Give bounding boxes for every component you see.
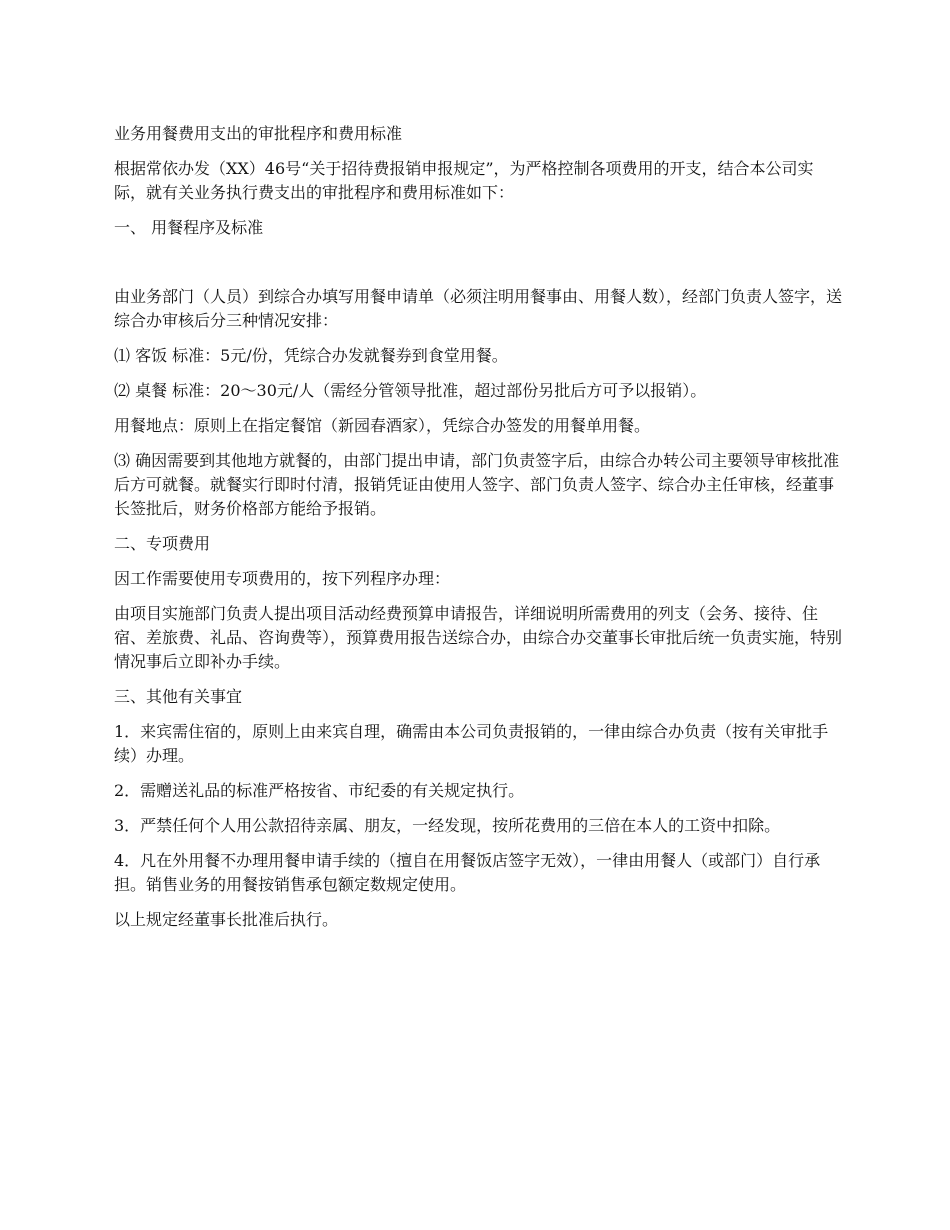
intro-paragraph: 根据常依办发（XX）46号“关于招待费报销申报规定”，为严格控制各项费用的开支，结合本公司实际，就有关业务执行费支出的审批程序和费用标准如下：	[114, 159, 814, 202]
blank-line	[114, 251, 844, 285]
section3-item-2: 2．需赠送礼品的标准严格按省、市纪委的有关规定执行。	[114, 781, 525, 800]
section1-item-2: ⑵ 桌餐 标准：20～30元/人（需经分管领导批准，超过部份另批后方可予以报销）。	[114, 381, 707, 400]
section3-item-4: 4．凡在外用餐不办理用餐申请手续的（擅自在用餐饭店签字无效），一律由用餐人（或部门）自行承担。销售业务的用餐按销售承包额定数规定使用。	[114, 851, 821, 894]
closing-paragraph: 以上规定经董事长批准后执行。	[114, 910, 339, 929]
section1-heading: 一、 用餐程序及标准	[114, 218, 264, 237]
document-body	[114, 122, 844, 943]
section2-paragraph-1: 因工作需要使用专项费用的，按下列程序办理：	[114, 569, 451, 588]
section1-location: 用餐地点：原则上在指定餐馆（新园春酒家），凭综合办签发的用餐单用餐。	[114, 416, 651, 435]
section2-heading: 二、专项费用	[114, 534, 211, 553]
section3-item-1: 1．来宾需住宿的，原则上由来宾自理，确需由本公司负责报销的，一律由综合办负责（按有关审批手续）办理。	[114, 722, 829, 765]
section3-heading: 三、其他有关事宜	[114, 687, 243, 706]
section1-item-3: ⑶ 确因需要到其他地方就餐的，由部门提出申请，部门负责签字后，由综合办转公司主要领导审核批准后方可就餐。就餐实行即时付清，报销凭证由使用人签字、部门负责人签字、综合办主任审核，经董事长签批后，财务价格部方能给予报销。	[114, 451, 840, 518]
section2-paragraph-2: 由项目实施部门负责人提出项目活动经费预算申请报告，详细说明所需费用的列支（会务、接待、住宿、差旅费、礼品、咨询费等），预算费用报告送综合办，由综合办交董事长审批后统一负责实施，特别情况事后立即补办手续。	[114, 604, 843, 671]
document-title: 业务用餐费用支出的审批程序和费用标准	[114, 124, 403, 143]
section1-item-1: ⑴ 客饭 标准：5元/份，凭综合办发就餐券到食堂用餐。	[114, 346, 508, 365]
section1-paragraph: 由业务部门（人员）到综合办填写用餐申请单（必须注明用餐事由、用餐人数），经部门负责人签字，送综合办审核后分三种情况安排：	[114, 287, 843, 330]
section3-item-3: 3．严禁任何个人用公款招待亲属、朋友，一经发现，按所花费用的三倍在本人的工资中扣除。	[114, 816, 781, 835]
